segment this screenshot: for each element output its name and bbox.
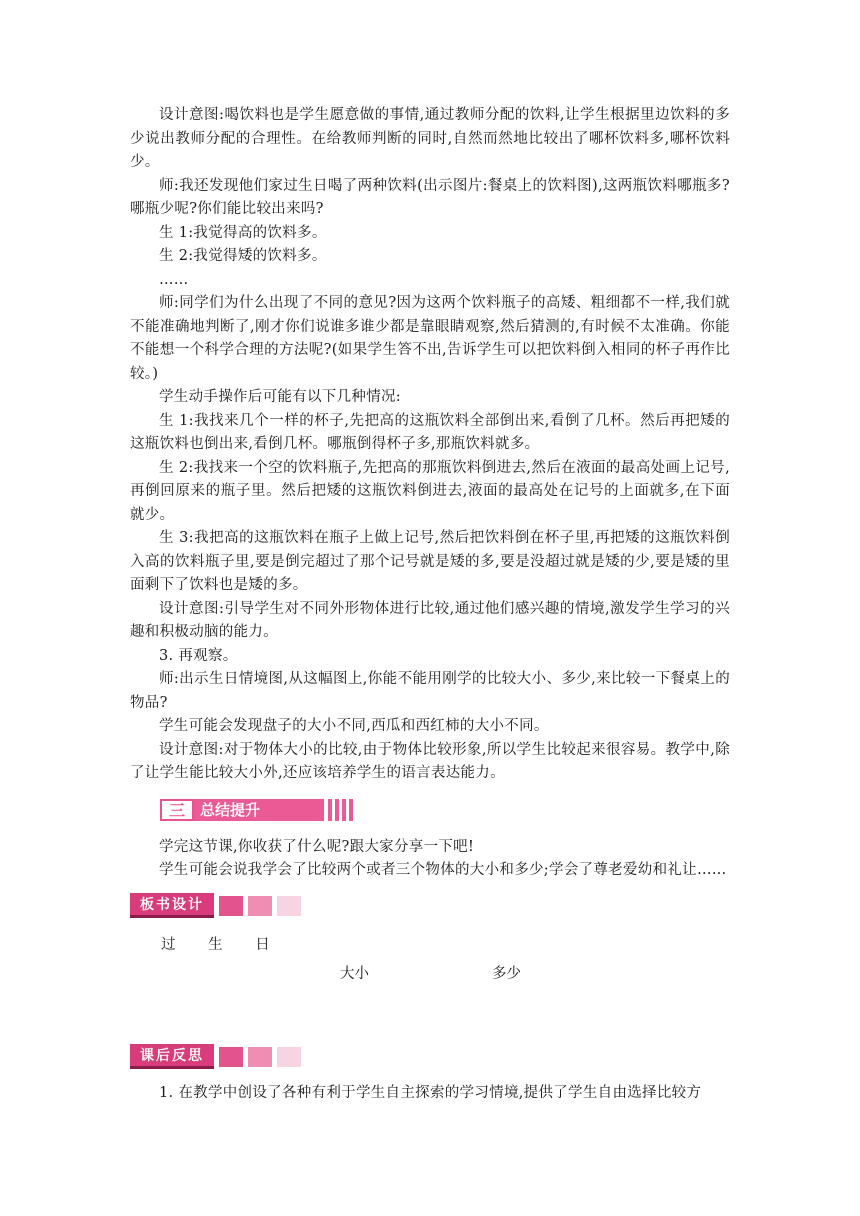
lesson-paragraphs: [130, 104, 730, 786]
decor-square: [248, 896, 272, 916]
paragraph: 学生可能会发现盘子的大小不同,西瓜和西红柿的大小不同。: [159, 718, 549, 734]
reflection-label: 课后反思: [130, 1044, 214, 1069]
paragraph: 生 2:我觉得矮的饮料多。: [159, 248, 327, 264]
summary-paragraphs: [130, 836, 730, 883]
board-col-size: 大小: [340, 965, 369, 982]
paragraph: 生 1:我找来几个一样的杯子,先把高的这瓶饮料全部倒出来,看倒了几杯。然后再把矮的这瓶饮料也倒出来,看倒几杯。哪瓶倒得杯子多,那瓶饮料就多。: [130, 412, 730, 452]
paragraph: 师:我还发现他们家过生日喝了两种饮料(出示图片:餐桌上的饮料图),这两瓶饮料哪瓶多?哪瓶少呢?你们能比较出来吗?: [130, 177, 730, 217]
section-title: 总结提升: [194, 799, 324, 821]
paragraph: 师:同学们为什么出现了不同的意见?因为这两个饮料瓶子的高矮、粗细都不一样,我们就不能准确地判断了,刚才你们说谁多谁少都是靠眼睛观察,然后猜测的,有时候不太准确。你能不能想一个科学合理的方法呢?(如果学生答不出,告诉学生可以把饮料倒入相同的杯子再作比较。): [130, 295, 730, 382]
reflection-text: 1. 在教学中创设了各种有利于学生自主探索的学习情境,提供了学生自由选择比较方: [159, 1084, 702, 1101]
document-body: [130, 104, 730, 1105]
board-row: [130, 958, 730, 998]
decor-square: [277, 1047, 301, 1067]
paragraph: 生 3:我把高的这瓶饮料在瓶子上做上记号,然后把饮料倒在杯子里,再把矮的这瓶饮料倒入高的饮料瓶子里,要是倒完超过了那个记号就是矮的多,要是没超过就是矮的少,要是矮的里面剩下了饮料也是矮的多。: [130, 530, 730, 593]
decor-square: [219, 1047, 243, 1067]
paragraph: 师:出示生日情境图,从这幅图上,你能不能用刚学的比较大小、多少,来比较一下餐桌上的物品?: [130, 671, 730, 711]
board-title: 过 生 日: [161, 936, 284, 953]
reflection-heading: [130, 1044, 730, 1070]
paragraph: ……: [159, 271, 189, 288]
paragraph: 3. 再观察。: [159, 647, 238, 664]
board-design-heading: [130, 893, 730, 919]
paragraph: 生 1:我觉得高的饮料多。: [159, 224, 327, 241]
board-col-quantity: 多少: [492, 965, 521, 982]
paragraph: 设计意图:喝饮料也是学生愿意做的事情,通过教师分配的饮料,让学生根据里边饮料的多少说出教师分配的合理性。在给教师判断的同时,自然而然地比较出了哪杯饮料多,哪杯饮料少。: [130, 107, 730, 170]
decor-square: [248, 1047, 272, 1067]
board-design-label: 板书设计: [130, 893, 214, 918]
paragraph: 设计意图:对于物体大小的比较,由于物体比较形象,所以学生比较起来很容易。教学中,除了让学生能比较大小外,还应该培养学生的语言表达能力。: [130, 741, 730, 781]
paragraph: 学完这节课,你收获了什么呢?跟大家分享一下吧!: [159, 838, 475, 855]
paragraph: 学生可能会说我学会了比较两个或者三个物体的大小和多少;学会了尊老爱幼和礼让……: [159, 862, 727, 878]
banner-stripes: [328, 799, 356, 821]
paragraph: 设计意图:引导学生对不同外形物体进行比较,通过他们感兴趣的情境,激发学生学习的兴趣和积极动脑的能力。: [130, 600, 730, 640]
decor-square: [219, 896, 243, 916]
section-number: 三: [160, 799, 194, 821]
paragraph: 学生动手操作后可能有以下几种情况:: [159, 389, 401, 405]
section-banner-summary: [160, 798, 730, 822]
decor-square: [277, 896, 301, 916]
paragraph: 生 2:我找来一个空的饮料瓶子,先把高的那瓶饮料倒进去,然后在液面的最高处画上记号,再倒回原来的瓶子里。然后把矮的这瓶饮料倒进去,液面的最高处在记号的上面就多,在下面就少。: [130, 459, 730, 523]
